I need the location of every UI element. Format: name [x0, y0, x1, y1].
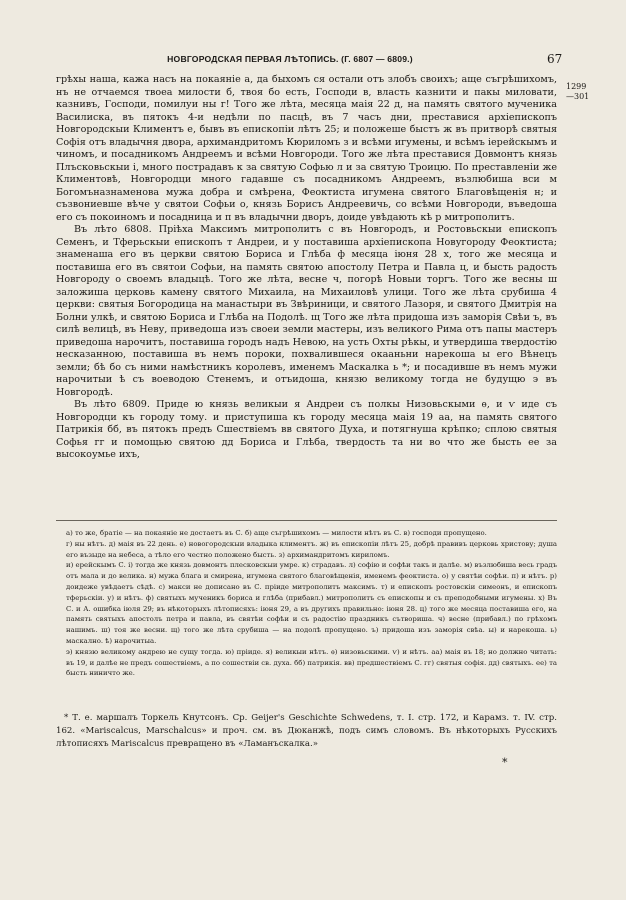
variant-reading-line: г) ны нѣтъ. д) маія въ 22 день. е) новогородскыи владыка климентъ. ж) въ епископіи лѣтъ 25, добрѣ правивъ церковь христову; душа его възыде на небеса, а тѣло его честно положено бысть. з) архимандритомъ кириломъ. [66, 539, 557, 559]
chronicle-paragraph: Въ лѣто 6809. Приде ю князь великыи я Андреи съ полкы Низовьскыми ѳ, и ѵ иде съ Новгородци къ городу тому. и приступиша къ городу месяца маія 19 аа, на память святого Патрикія бб, въ пятокъ предъ Сшествіемъ вв святого Духа, и потягнуша крѣпко; сплою святыя Софья гг и помощью святою дд Бориса и Глѣба, твердость та ни во что же бысть ее за высокоумье ихъ, [56, 399, 557, 460]
page-header [0, 52, 626, 66]
editorial-footnotes [56, 712, 557, 750]
variant-reading-line: и) ерейскымъ С. і) тогда же князь довмонтъ плесковскыи умре. к) страдавъ. л) софію и софѣи такъ и далѣе. м) възлюбиша весь градъ отъ мала и до велика. н) мужа блага и смирена, игумена святого благовѣщенія, именемъ феоктиста. о) у святѣи софѣи. п) и нѣтъ. р) доидеже увѣдаетъ сѣдѣ. с) макси не дописано въ С. пріиде митрополитъ максимъ. т) и епископъ ростовскіи симеонъ, и епископъ тферьскіи. у) и нѣтъ. ф) святыхъ мученикъ бориса и глѣба (прибавл.) митрополитъ съ епископы и съ преподобными игумены. х) Въ С. и А. ошибка іюля 29; въ нѣкоторыхъ лѣтописяхъ: іюня 29, а въ другихъ правильно: іюня 28. ц) того же месяца поставиша его, на память святыхъ апостолъ петра и павла, въ святѣи софѣи и съ радостію праздникъ сътвориша. ч) весне (прибавл.) по грѣхомъ нашимъ. ш) тоя же весни. щ) того же лѣта срубиша — на подолѣ пропущено. ъ) придоша изъ заморія свѣа. ы) и нарекоша. ь) маскално. ѣ) нарочитыа. [66, 561, 557, 645]
variant-reading-line: э) князю великому андрею не сущу тогда. ю) пріиде. я) великыи нѣтъ. ѳ) низовьскими. ѵ) и нѣтъ. аа) маія въ 18; но должно читать: въ 19, и далѣе не предъ сошествіемъ, а по сошествіи св. духа. бб) патрикія. вв) предшествіемъ С. гг) святыя софія. дд) святыхъ. ее) та бысть ниничто же. [66, 647, 557, 678]
footnote-asterisk: * [502, 756, 508, 769]
margin-year-end: —301 [566, 92, 590, 101]
running-title: НОВГОРОДСКАЯ ПЕРВАЯ ЛѢТОПИСЬ. (Г. 6807 — 6809.) [167, 54, 413, 64]
margin-year-range [566, 82, 606, 102]
margin-year-start: 1299 [566, 82, 587, 91]
chronicle-paragraph: Въ лѣто 6808. Пріѣха Максимъ митрополитъ с въ Новгородъ, и Ростовьскыи епископъ Семенъ, и Тферьскыи епископъ т Андреи, и у поставиша архіепископа Новугороду Феоктиста; знаменаша его въ церкви святою Бориса и Глѣба ф месяца іюня 28 х, того же месяца и поставиша его въ святои Софьи, на память святою апостолу Петра и Павла ц, и бысть радость Новгороду о своемъ владыцѣ. Того же лѣта, весне ч, погорѣ Новыи торгъ. Того же весны ш заложиша церковь камену святого Михаила, на Михаиловѣ улици. Того же лѣта срубиша 4 церкви: святыя Богородица на манастыри въ Звѣриници, и святого Лазоря, и святого Дмитрія на Болни улкѣ, и святою Бориса и Глѣба на Подолѣ. щ Того же лѣта придоша изъ заморія Свѣи ъ, въ силѣ велицѣ, въ Неву, приведоша изъ своеи земли мастеры, изъ великого Рима отъ папы мастеръ приведоша нарочитъ, поставиша городъ надъ Невою, на усть Охты рѣкы, и утвердиша твердостію несказанною, поставиша въ немъ пороки, похвалившеся окааньни нарекоша ы его Вѣнецъ земли; бѣ бо съ ними намѣстникъ королевъ, именемъ Маскалка ь *; и посадивше въ немъ мужи нарочитыи ѣ съ воеводою Стенемъ, и отъидоша, князю великому тогда не будущю э въ Новгородѣ. [56, 224, 557, 398]
footnote-paragraph: * Т. е. маршалъ Торкель Кнутсонъ. Ср. Geijer's Geschichte Schwedens, т. I. стр. 172, и Карамз. т. IV. стр. 162. «Mariscalcus, Marschalcus» и проч. см. въ Дюканжѣ, подъ симъ словомъ. Въ нѣкоторыхъ Русскихъ лѣтописяхъ Mariscalcus превращено въ «Ламанъскалка.» [56, 713, 557, 749]
footnote-divider [56, 520, 557, 521]
main-text [56, 74, 557, 462]
chronicle-paragraph: грѣхы наша, кажа насъ на покаяніе а, да быхомъ ся остали отъ злобъ своихъ; аще съгрѣшихомъ, нъ не отчаемся твоеа милости б, твоя бо есть, Господи в, власть казнити и пакы миловати, казнивъ, Господи, помилуи ны г! Того же лѣта, месяца маія 22 д, на память святого мученика Василиска, въ пятокъ 4-и недѣли по пасцѣ, въ 7 часъ дни, преставися архіепископъ Новгородскыи Климентъ е, бывъ въ епископіи лѣтъ 25; и положеше быстъ ж въ притворѣ святыя Софія отъ владычня двора, архимандритомъ Кюриломъ з и всѣми игумены, и всѣмъ іерейскымъ и чиномъ, и посадникомъ Андреемъ и всѣми Новгороди. Того же лѣта преставися Довмонтъ князь Плъсковьскыи і, много пострадавъ к за святую Софью л и за святую Троицю. По преставленіи же Климентовѣ, Новгородци много гадавше съ посадникомъ Андреемъ, възлюбиша вси м Богомъназнаменова мужа добра и смѣрена, Феоктиста игумена святого Благовѣщенія н; и съзвониевше вѣче у святои Софьи о, князь Борисъ Андреевичь, со всѣми Новгороди, въведоша его съ покоиномъ и посадница и п въ владычни дворъ, доиде увѣдають кѣ р митрополитъ. [56, 74, 557, 223]
page-number: 67 [547, 52, 563, 66]
variant-readings [66, 528, 557, 679]
variant-reading-line: а) то же, братіе — на покаяніе не достаетъ въ С. б) аще съгрѣшихомъ — милости нѣтъ въ С. в) господи пропущено. [66, 529, 487, 537]
